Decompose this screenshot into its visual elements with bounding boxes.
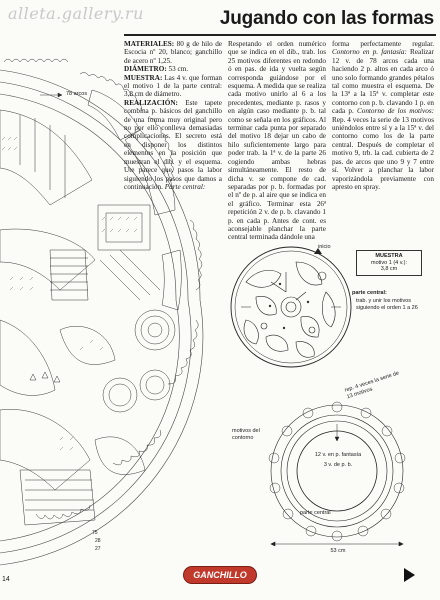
materiales-text: 80 g de hilo de Escocia nº 20, blanco; ganchillo de acero nº 1,25.: [124, 40, 222, 65]
diametro-text: 53 cm.: [166, 65, 189, 74]
col3-intro-text: forma perfectamente regular.: [332, 40, 434, 48]
muestra-box-title: MUESTRA: [375, 253, 403, 259]
label-parte-central-bottom: parte central: [300, 510, 331, 516]
text-column-1: [124, 40, 222, 191]
muestra-text: Las 4 v. que forman el motivo 1 de la parte central: 3,8 cm de diámetro.: [124, 73, 222, 99]
arcos-pointer: [40, 93, 62, 97]
realizacion-heading: REALIZACIÓN:: [124, 98, 178, 107]
label-v-fantasia: 12 v. en p. fantasía: [314, 452, 362, 458]
page-title: Jugando con las formas: [219, 8, 434, 29]
label-parte-central-title: parte central:: [352, 290, 387, 296]
label-inicio: inicio: [318, 244, 331, 250]
parte-central-text: Respetando el orden numérico que se indica en el dib., trab. los 25 motivos diferentes en redondo ó en pas. de ida y vuelta según corresponda guiándose por el esquema. A medida que se realiza cada motivo unirlo al 6 a los precedentes, mediante p. rasos y en algún caso mediante p. b. tal como se señala en los gráficos. Al terminar cada punta por separado del motivo 18 dejar un cabo de hilo suficientemente largo para poder trab. la 1ª v. de la parte 26 cogiendo ambas hebras simultáneamente. El resto de dicha v. se compone de cad. separadas por p. b. formadas por el nº de p. al aire que se indica en el gráfico. Terminar esta 26ª repetición 2 v. de p. b. clavando 1 p. en cada p. Antes de cont. es aconsejable planchar la parte central terminada dándole una: [228, 40, 326, 242]
parte-central-heading: Parte central:: [164, 182, 206, 191]
label-28: 28: [95, 538, 101, 544]
label-v-pb: 3 v. de p. b.: [323, 462, 353, 468]
label-27: 27: [95, 546, 101, 552]
page-number: 14: [2, 576, 10, 583]
contorno-motivos-heading: Contorno de los motivos:: [356, 107, 435, 116]
text-column-2: [228, 40, 326, 242]
label-78-arcos: 78 arcos: [66, 91, 88, 97]
muestra-box-line2: motivo 1 (4 v.):: [371, 259, 407, 266]
label-75: 75: [92, 530, 98, 536]
label-parte-central-note: trab. y unir los motivos siguiendo el orden 1 a 26: [356, 298, 418, 311]
layout-schematic-diagram: [262, 396, 412, 546]
diametro-heading: DIÁMETRO:: [124, 65, 167, 74]
stitch-texture: [2, 137, 137, 450]
central-motif-diagram: [226, 242, 356, 372]
muestra-box: [356, 250, 422, 276]
muestra-heading: MUESTRA:: [124, 73, 163, 82]
label-motivos-contorno: motivos del contorno: [232, 428, 260, 441]
contorno-motivos-text: Rep. 4 veces la serie de 13 motivos uniéndolos entre sí y a la 15ª v. del contorno como los de la parte central. Después de completar el motivo 9, trb. la cad. cubierta de 2 pas. de arcos que uno 9 y 7 entre sí. Volver a planchar la labor vaporizándola previamente con apresto en spray.: [332, 115, 434, 191]
text-column-3: [332, 40, 434, 191]
contorno-text: Realizar 12 v. de 78 arcos cada una haciendo 2 p. altos en cada arco ó uno solo formando grandes pétalos tal como muestra el esquema. De la 13ª a la 15ª v. completar este contorno con p. b. clavando 1 p. en cada p.: [332, 48, 434, 116]
label-diametro-total: 53 cm: [330, 548, 346, 554]
next-page-arrow-icon[interactable]: [404, 568, 415, 582]
contorno-heading: Contorno en p. fantasía:: [332, 48, 407, 57]
schematic-dimension: [271, 542, 403, 546]
materiales-heading: MATERIALES:: [124, 40, 175, 48]
brand-logo: GANCHILLO: [184, 567, 256, 583]
realizacion-text: Este tapete combina p. básicos del ganchillo de una forma muy original pero no por ello conlleva demasiadas complicaciones. El secreto está en disponer los distintos elementos en la posición que muestran el dib. y el esquema. Ute parece que, pasos la labor siguiendo los pasos que damos a continuación.: [124, 98, 222, 191]
label-rep-4-veces: rep. 4 veces la serie de 13 motivos: [344, 370, 400, 400]
muestra-box-line3: 3,8 cm: [380, 266, 398, 272]
schematic-petals: [269, 402, 405, 541]
watermark: alleta.gallery.ru: [8, 4, 144, 23]
